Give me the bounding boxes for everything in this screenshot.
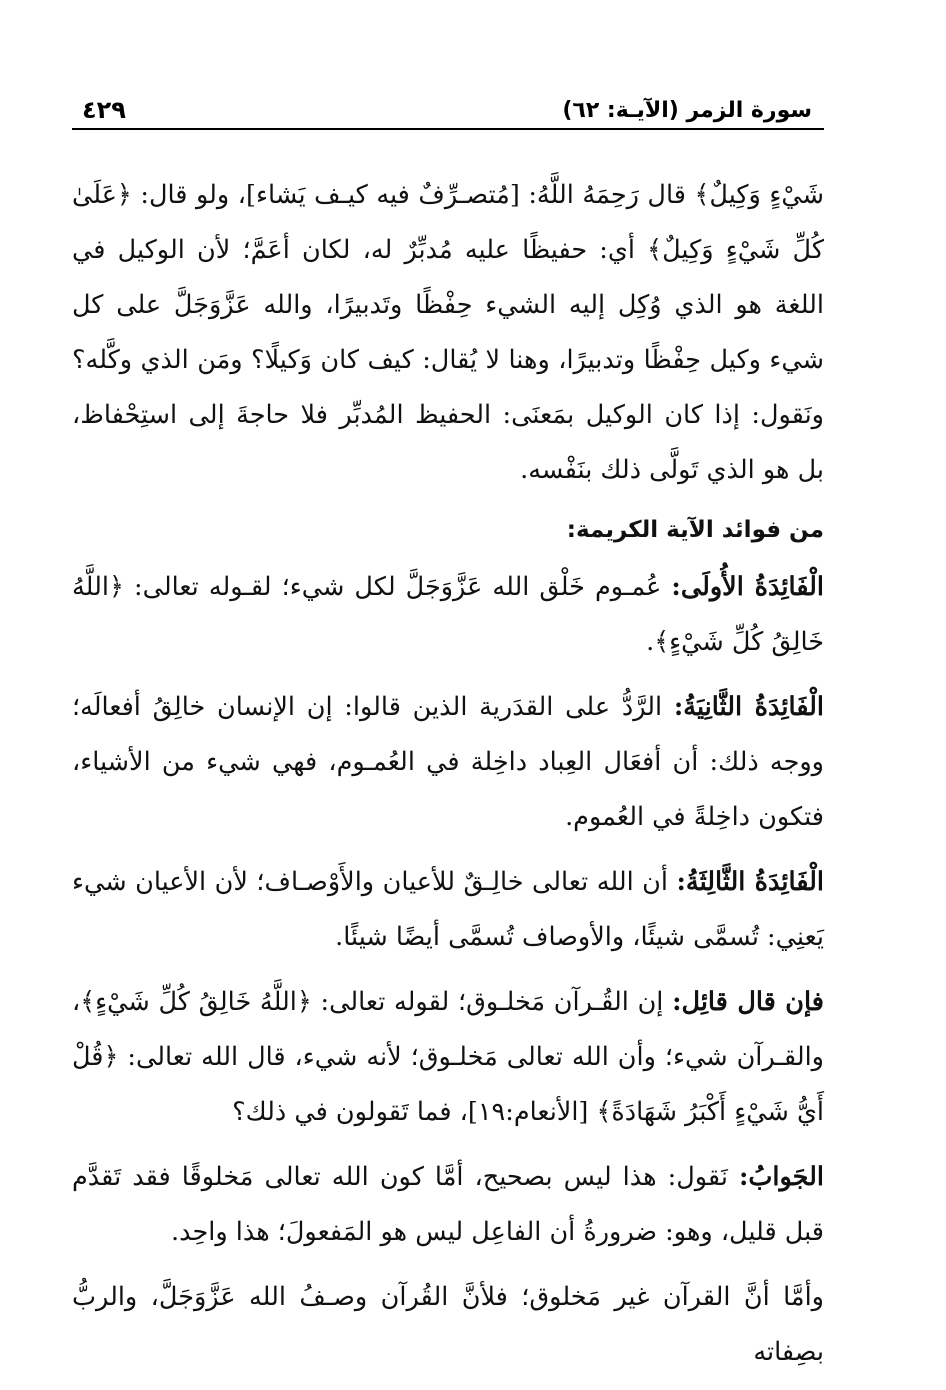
running-header: [72, 92, 824, 130]
benefit-1: [72, 560, 824, 670]
benefit-2: [72, 680, 824, 845]
surah-header-title: سورة الزمر (الآيـة: ٦٢): [562, 98, 812, 123]
answer-paragraph: [72, 1150, 824, 1260]
closing-paragraph: [72, 1270, 824, 1380]
section-heading: من فوائد الآية الكريمة:: [566, 517, 824, 543]
paragraph-text: الرَّدُّ على القدَرية الذين قالوا: إن الإنسان خالِقُ أفعالَه؛ ووجه ذلك: أن أفعَال العِباد داخِلة في العُمـوم، فهي شيء من الأشياء، فتكون داخِلةً في العُموم.: [72, 692, 824, 832]
paragraph-lead: الْفَائِدَةُ الثَّالِثَةُ:: [676, 867, 824, 897]
paragraph-lead: الجَوابُ:: [739, 1162, 824, 1192]
paragraph-lead: فإن قال قائِل:: [672, 987, 824, 1017]
body-text: [72, 168, 824, 1390]
paragraph-text: إن القُـرآن مَخلـوق؛ لقوله تعالى: ﴿اللَّهُ خَالِقُ كُلِّ شَيْءٍ﴾، والقـرآن شيء؛ وأن الله تعالى مَخلـوق؛ لأنه شيء، قال الله تعالى: ﴿قُلْ أَيُّ شَيْءٍ أَكْبَرُ شَهَادَةً﴾ [الأنعام:١٩]، فما تَقولون في ذلك؟: [72, 987, 824, 1127]
paragraph-intro: [72, 168, 824, 498]
paragraph-text: شَيْءٍ وَكِيلٌ﴾ قال رَحِمَهُ اللَّهُ: [مُتصـرِّفٌ فيه كيـف يَشاء]، ولو قال: ﴿عَلَىٰ كُلِّ شَيْءٍ وَكِيلٌ﴾ أي: حفيظًا عليه مُدبِّرٌ له، لكان أعَمَّ؛ لأن الوكيل في اللغة هو الذي وُكِل إليه الشيء حِفْظًا وتَدبيرًا، والله عَزَّوَجَلَّ على كل شيء وكيل حِفْظًا وتدبيرًا، وهنا لا يُقال: كيف كان وَكيلًا؟ ومَن الذي وكَّله؟ ونَقول: إذا كان الوكيل بمَعنَى: الحفيظ المُدبِّر فلا حاجةَ إلى استِحْفاظ، بل هو الذي تَولَّى ذلك بنَفْسه.: [72, 180, 824, 485]
paragraph-text: عُمـوم خَلْق الله عَزَّوَجَلَّ لكل شيء؛ لقـوله تعالى: ﴿اللَّهُ خَالِقُ كُلِّ شَيْءٍ﴾.: [72, 572, 824, 657]
page-number: ٤٢٩: [82, 96, 126, 124]
objection-paragraph: [72, 975, 824, 1140]
paragraph-lead: الْفَائِدَةُ الثَّانِيَةُ:: [673, 692, 824, 722]
header-divider: [72, 128, 824, 130]
benefit-3: [72, 855, 824, 965]
paragraph-text: وأمَّا أنَّ القرآن غير مَخلوق؛ فلأنَّ القُرآن وصـفُ الله عَزَّوَجَلَّ، والربُّ بصِفاته: [72, 1282, 824, 1367]
paragraph-lead: الْفَائِدَةُ الأُولَى:: [671, 572, 825, 602]
paragraph-text: أن الله تعالى خالِـقٌ للأعيان والأَوْصـاف؛ لأن الأعيان شيء يَعنِي: تُسمَّى شيئًا، والأوصاف تُسمَّى أيضًا شيئًا.: [72, 867, 824, 952]
paragraph-text: نَقول: هذا ليس بصحيح، أمَّا كون الله تعالى مَخلوقًا فقد تَقدَّم قبل قليل، وهو: ضرورةُ أن الفاعِل ليس هو المَفعولَ؛ هذا واحِد.: [72, 1162, 824, 1247]
